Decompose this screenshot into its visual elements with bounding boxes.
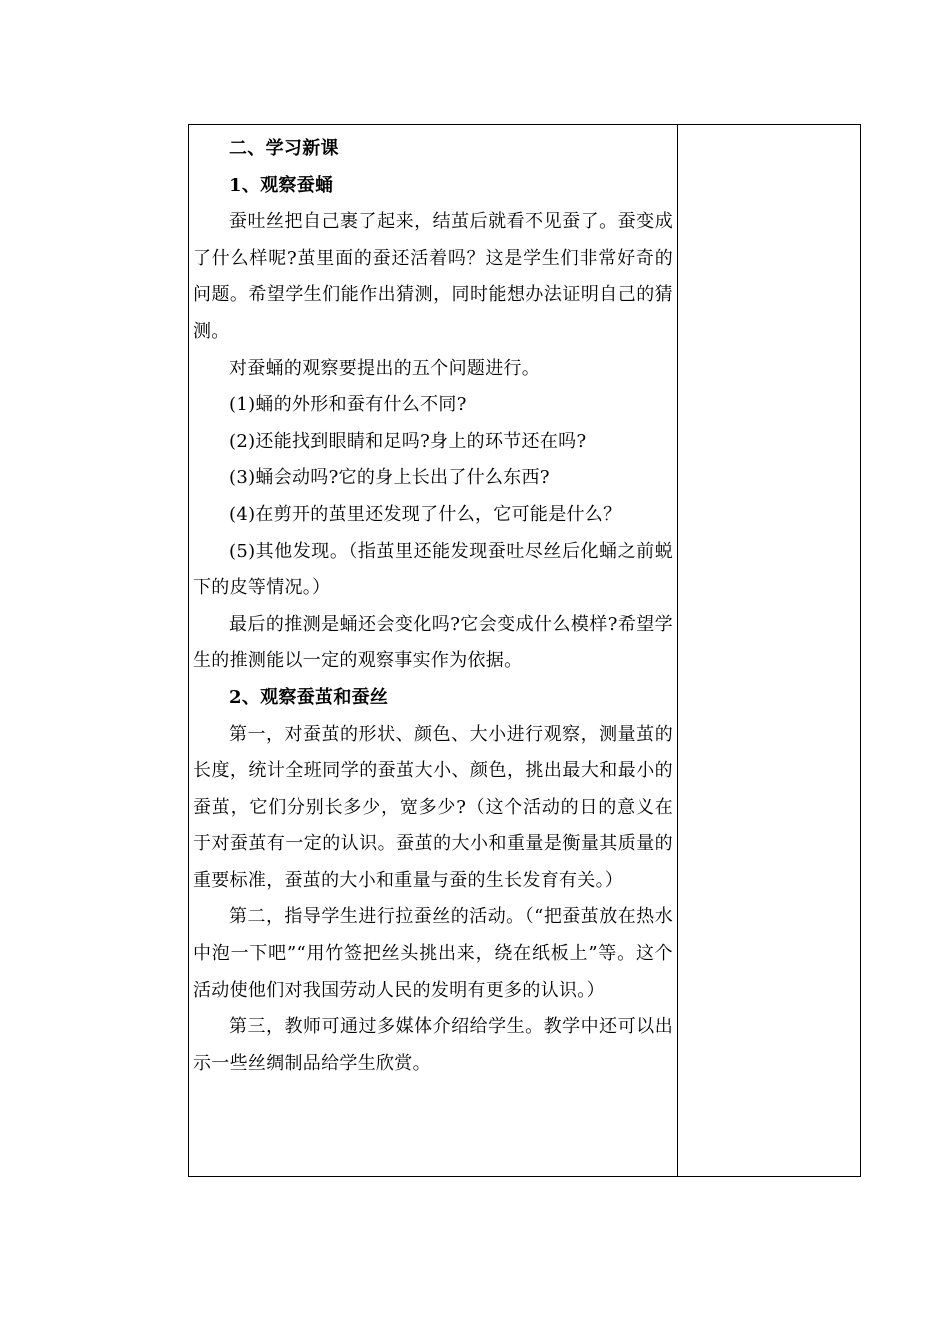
question-1: (1)蛹的外形和蚕有什么不同? xyxy=(229,394,467,416)
paragraph-1: 蚕吐丝把自己裹了起来，结茧后就看不见蚕了。蚕变成了什么样呢?茧里面的蚕还活着吗？这是学生们非常好奇的问题。希望学生们能作出猜测，同时能想办法证明自己的猜测。 xyxy=(193,211,673,342)
question-3: (3)蛹会动吗?它的身上长出了什么东西? xyxy=(229,467,550,489)
question-2: (2)还能找到眼睛和足吗?身上的环节还在吗? xyxy=(229,430,587,452)
subsection-title-1: 1、观察蚕蛹 xyxy=(229,174,334,196)
lesson-table xyxy=(188,124,861,1177)
paragraph-3: 最后的推测是蛹还会变化吗?它会变成什么模样?希望学生的推测能以一定的观察事实作为依据。 xyxy=(193,613,673,672)
question-4: (4)在剪开的茧里还发现了什么，它可能是什么？ xyxy=(229,503,622,525)
paragraph-4: 第一，对蚕茧的形状、颜色、大小进行观察，测量茧的长度，统计全班同学的蚕茧大小、颜色，挑出最大和最小的蚕茧，它们分别长多少，宽多少?（这个活动的日的意义在于对蚕茧有一定的认识。蚕茧的大小和重量是衡量其质量的重要标准，蚕茧的大小和重量与蚕的生长发育有关。） xyxy=(193,723,673,891)
content-cell xyxy=(189,125,678,1176)
paragraph-5: 第二，指导学生进行拉蚕丝的活动。（“把蚕茧放在热水中泡一下吧”“用竹签把丝头挑出来，绕在纸板上”等。这个活动使他们对我国劳动人民的发明有更多的认识。） xyxy=(193,906,673,1001)
paragraph-6: 第三，教师可通过多媒体介绍给学生。教学中还可以出示一些丝绸制品给学生欣赏。 xyxy=(193,1016,673,1074)
notes-cell xyxy=(678,125,860,1176)
question-5: (5)其他发现。（指茧里还能发现蚕吐尽丝后化蛹之前蜕下的皮等情况。） xyxy=(193,540,673,599)
paragraph-2: 对蚕蛹的观察要提出的五个问题进行。 xyxy=(229,357,541,379)
subsection-title-2: 2、观察蚕茧和蚕丝 xyxy=(229,686,389,708)
section-title: 二、学习新课 xyxy=(229,138,339,159)
